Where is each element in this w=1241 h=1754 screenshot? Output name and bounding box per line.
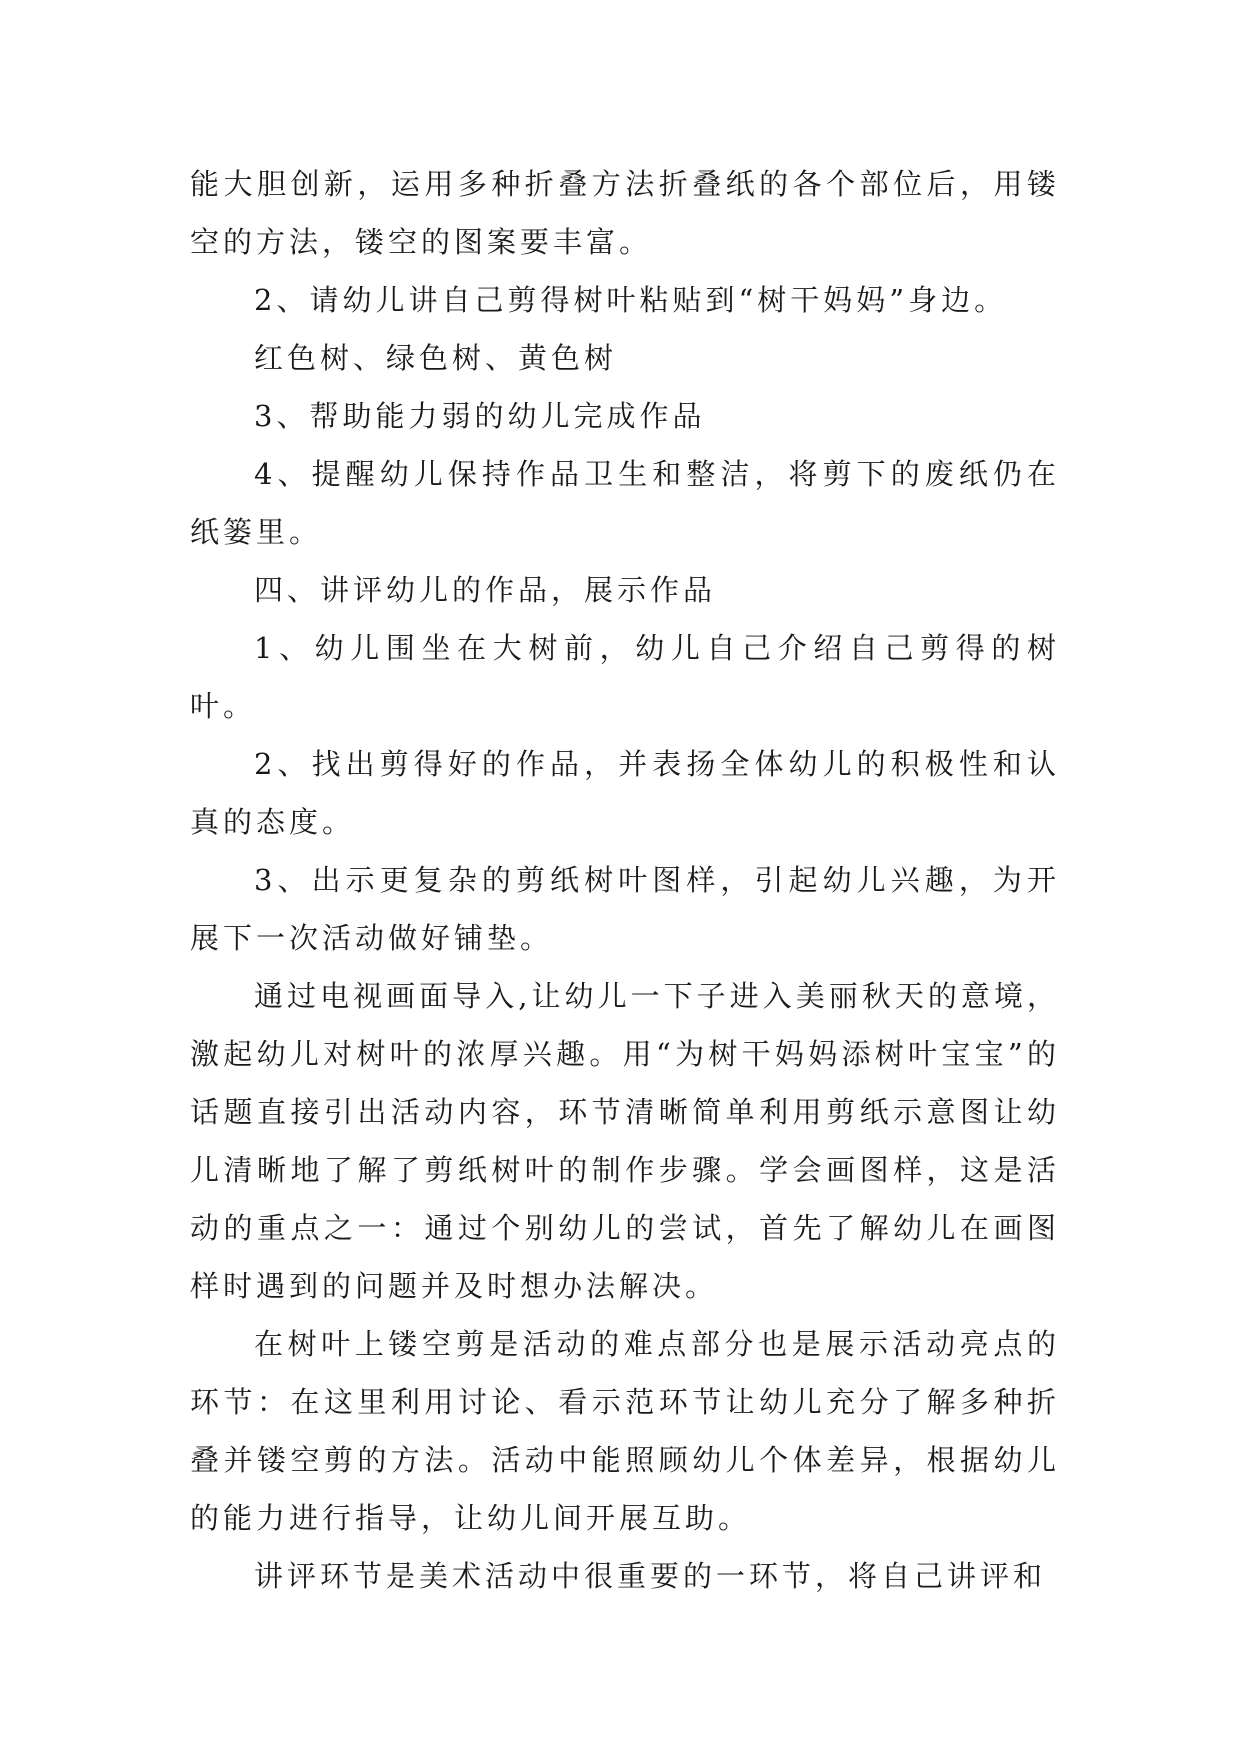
document-body (190, 155, 1060, 1605)
paragraph: 能大胆创新，运用多种折叠方法折叠纸的各个部位后，用镂空的方法，镂空的图案要丰富。 (190, 167, 1060, 259)
paragraph: 1、幼儿围坐在大树前，幼儿自己介绍自己剪得的树叶。 (190, 631, 1060, 723)
paragraph: 2、找出剪得好的作品，并表扬全体幼儿的积极性和认真的态度。 (190, 747, 1060, 839)
paragraph: 3、帮助能力弱的幼儿完成作品 (254, 399, 706, 433)
paragraph: 2、请幼儿讲自己剪得树叶粘贴到“树干妈妈”身边。 (254, 283, 1008, 317)
section-heading: 四、讲评幼儿的作品，展示作品 (254, 573, 717, 607)
paragraph: 3、出示更复杂的剪纸树叶图样，引起幼儿兴趣，为开展下一次活动做好铺垫。 (190, 863, 1060, 955)
paragraph: 讲评环节是美术活动中很重要的一环节，将自己讲评和 (254, 1559, 1047, 1593)
paragraph: 红色树、绿色树、黄色树 (254, 341, 618, 375)
paragraph: 通过电视画面导入,让幼儿一下子进入美丽秋天的意境，激起幼儿对树叶的浓厚兴趣。用“为树干妈妈添树叶宝宝”的话题直接引出活动内容，环节清晰简单利用剪纸示意图让幼儿清晰地了解了剪纸树叶的制作步骤。学会画图样，这是活动的重点之一：通过个别幼儿的尝试，首先了解幼儿在画图样时遇到的问题并及时想办法解决。 (190, 979, 1060, 1303)
paragraph: 4、提醒幼儿保持作品卫生和整洁，将剪下的废纸仍在纸篓里。 (190, 457, 1060, 549)
paragraph: 在树叶上镂空剪是活动的难点部分也是展示活动亮点的环节：在这里利用讨论、看示范环节让幼儿充分了解多种折叠并镂空剪的方法。活动中能照顾幼儿个体差异，根据幼儿的能力进行指导，让幼儿间开展互助。 (190, 1327, 1060, 1535)
